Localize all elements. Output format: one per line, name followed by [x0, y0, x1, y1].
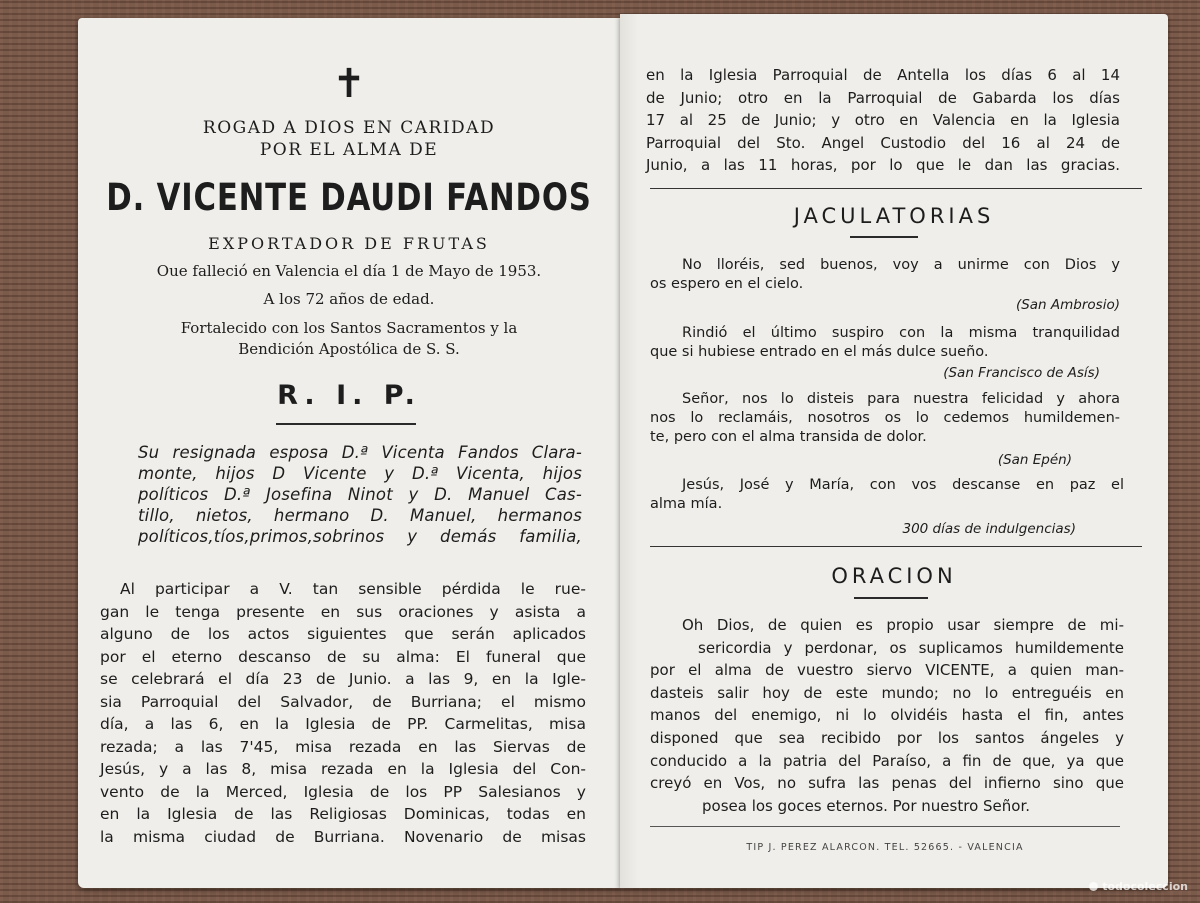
cross-icon: ✝ [332, 61, 366, 107]
oracion-line: sericordia y perdonar, os suplicamos humildemente [698, 638, 1124, 657]
continuation-line: 17 al 25 de Junio; y otro en Valencia en la Iglesia [646, 111, 1120, 129]
jaculatoria-3 [650, 390, 1120, 470]
sacraments-line-2: Bendición Apostólica de S. S. [238, 340, 460, 358]
notice-line: se celebrará el día 23 de Junio. a las 9, en la Igle- [100, 670, 586, 688]
oracion-line: conducido a la patria del Paraíso, a fin de que, ya que [650, 751, 1124, 770]
jaculatoria-attribution: (San Ambrosio) [1015, 297, 1120, 313]
oracion-line: disponed que sea recibido por los santos ángeles y [650, 728, 1124, 747]
jaculatoria-2 [650, 324, 1120, 383]
family-line: tillo, nietos, hermano D. Manuel, hermanos [138, 506, 582, 525]
family-line: políticos,tíos,primos,sobrinos y demás familia, [138, 527, 582, 546]
notice-line: rezada; a las 7'45, misa rezada en las Siervas de [100, 737, 586, 756]
oracion-line: creyó en Vos, no sufra las penas del infierno sino que [650, 774, 1124, 793]
jaculatoria-line: Rindió el último suspiro con la misma tranquilidad [682, 325, 1120, 341]
jaculatoria-attribution: (San Epén) [997, 452, 1072, 468]
oracion-paragraph [650, 614, 1124, 817]
jaculatoria-line: te, pero con el alma transida de dolor. [650, 429, 927, 445]
age-line: A los 72 años de edad. [263, 290, 435, 308]
death-line: Oue falleció en Valencia el día 1 de Mayo de 1953. [156, 262, 542, 280]
section-divider [650, 546, 1142, 547]
continuation-line: Junio, a las 11 horas, por lo que le dan las gracias. [646, 156, 1120, 174]
watermark [1089, 880, 1188, 893]
jaculatorias-underline [850, 236, 918, 238]
section-divider [650, 188, 1142, 189]
notice-line: Jesús, y a las 8, misa rezada en la Iglesia del Con- [100, 760, 586, 778]
deceased-name: D. VICENTE DAUDI FANDOS [106, 176, 592, 219]
family-line: Su resignada esposa D.ª Vicenta Fandos Clara- [138, 443, 582, 462]
jaculatoria-line: Jesús, José y María, con vos descanse en paz el [682, 477, 1124, 493]
jaculatoria-line: nos lo reclamáis, nosotros os lo cedemos humildemen- [650, 410, 1120, 426]
footer-divider [650, 826, 1120, 827]
notice-line: sia Parroquial del Salvador, de Burriana; el mismo [100, 692, 586, 711]
notice-line: día, a las 6, en la Iglesia de PP. Carmelitas, misa [100, 715, 586, 733]
oracion-line: Oh Dios, de quien es propio usar siempre de mi- [682, 616, 1124, 634]
notice-line: alguno de los actos siguientes que serán aplicados [100, 625, 586, 643]
occupation: EXPORTADOR DE FRUTAS [208, 234, 490, 253]
oracion-line: manos del enemigo, ni lo olvidéis hasta el fin, antes [650, 706, 1124, 725]
family-paragraph [138, 442, 582, 547]
prayer-line-2: POR EL ALMA DE [259, 140, 439, 160]
continuation-paragraph [646, 64, 1120, 177]
right-page [620, 14, 1168, 888]
jaculatoria-1 [650, 256, 1120, 315]
notice-line: Al participar a V. tan sensible pérdida le rue- [120, 580, 586, 598]
prayer-line-1: ROGAD A DIOS EN CARIDAD [202, 118, 496, 138]
oracion-line: dasteis salir hoy de este mundo; no lo entreguéis en [650, 683, 1124, 702]
notice-line: vento de la Merced, Iglesia de los PP Salesianos y [100, 782, 586, 801]
rip-divider [276, 423, 416, 425]
printer-imprint: TIP J. PEREZ ALARCON. TEL. 52665. - VALENCIA [746, 842, 1024, 853]
continuation-line: de Junio; otro en la Parroquial de Gabarda los días [646, 88, 1120, 107]
sacraments-line-1: Fortalecido con los Santos Sacramentos y la [180, 319, 518, 337]
notice-paragraph [100, 578, 586, 848]
family-line: políticos D.ª Josefina Ninot y D. Manuel Cas- [138, 485, 582, 504]
oracion-line: por el alma de vuestro siervo VICENTE, a quien man- [650, 661, 1124, 680]
notice-line: gan le tenga presente en sus oraciones y asista a [100, 602, 586, 621]
notice-line: la misma ciudad de Burriana. Novenario de misas [100, 827, 586, 846]
jaculatoria-line: alma mía. [650, 496, 723, 512]
jaculatoria-line: os espero en el cielo. [650, 276, 804, 292]
oracion-underline [854, 597, 928, 599]
watermark-logo-icon [1089, 882, 1098, 891]
indulgence-note: 300 días de indulgencias) [902, 521, 1076, 537]
jaculatoria-attribution: (San Francisco de Asís) [943, 365, 1100, 381]
family-line: monte, hijos D Vicente y D.ª Vicenta, hijos [138, 464, 582, 483]
watermark-text: todocoleccion [1102, 880, 1188, 893]
continuation-line: en la Iglesia Parroquial de Antella los días 6 al 14 [646, 66, 1120, 84]
jaculatoria-line: que si hubiese entrado en el más dulce sueño. [650, 344, 989, 360]
jaculatoria-line: Señor, nos lo disteis para nuestra felicidad y ahora [682, 391, 1120, 407]
oracion-heading: ORACION [831, 564, 957, 588]
jaculatorias-heading: JACULATORIAS [793, 204, 995, 228]
left-page [78, 18, 620, 888]
rip-heading: R. I. P. [277, 380, 421, 411]
jaculatoria-line: No lloréis, sed buenos, voy a unirme con Dios y [682, 257, 1120, 273]
jaculatoria-4 [650, 476, 1124, 539]
notice-line: por el eterno descanso de su alma: El funeral que [100, 647, 586, 666]
notice-line: en la Iglesia de las Religiosas Dominicas, todas en [100, 805, 586, 823]
oracion-line: posea los goces eternos. Por nuestro Señor. [702, 796, 1031, 815]
continuation-line: Parroquial del Sto. Angel Custodio del 16 al 24 de [646, 133, 1120, 152]
